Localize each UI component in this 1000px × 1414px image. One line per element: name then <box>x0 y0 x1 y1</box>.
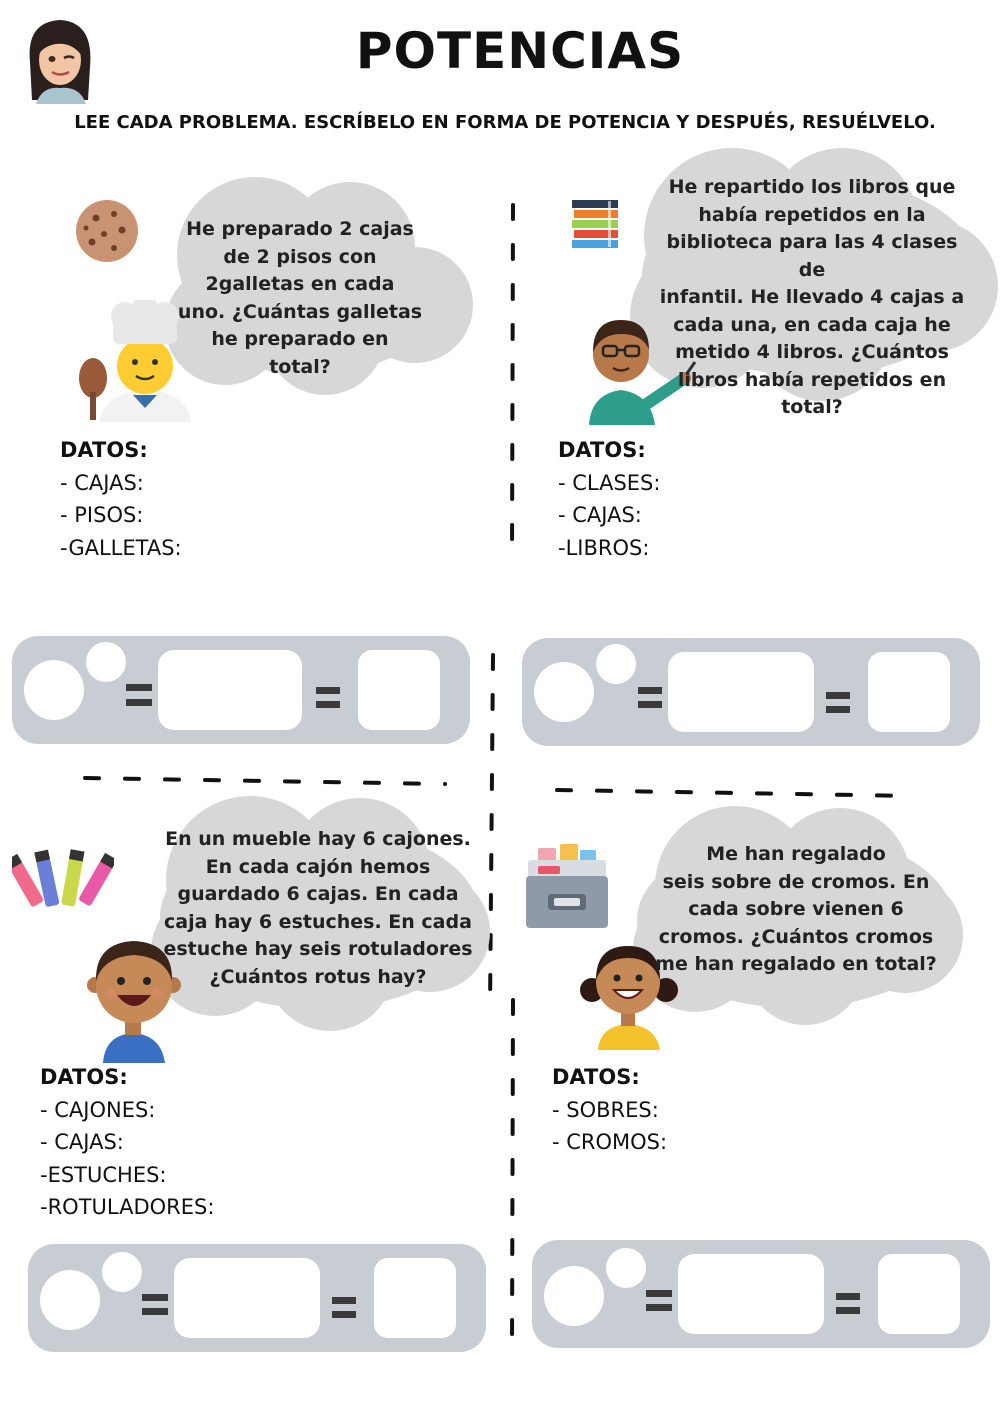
text-line: infantil. He llevado 4 cajas a <box>659 286 965 308</box>
text-line: uno. ¿Cuántas galletas <box>177 300 423 323</box>
problem-3-text <box>163 826 473 991</box>
text-line: biblioteca para las 4 clases de <box>666 231 958 281</box>
text-line: de 2 pisos con <box>223 245 377 268</box>
problem-2-text <box>656 174 968 422</box>
text-line: Me han regalado <box>706 843 886 865</box>
text-line: En cada cajón hemos <box>205 855 431 878</box>
datos-item: - CROMOS: <box>552 1130 668 1154</box>
datos-title: DATOS: <box>558 438 646 462</box>
text-line: total? <box>781 396 843 418</box>
datos-title: DATOS: <box>60 438 148 462</box>
answer-strip-1[interactable] <box>12 630 470 748</box>
datos-item: - CAJAS: <box>60 470 144 495</box>
datos-item: - CAJAS: <box>40 1130 124 1154</box>
text-line: He repartido los libros que <box>668 176 956 198</box>
text-line: caja hay 6 estuches. En cada <box>164 910 472 933</box>
card-box-icon <box>524 842 610 930</box>
problem-4-text <box>646 841 946 979</box>
text-line: metido 4 libros. ¿Cuántos <box>675 341 949 363</box>
text-line: seis sobre de cromos. En <box>662 870 930 893</box>
answer-strip-2[interactable] <box>522 632 980 750</box>
text-line: guardado 6 cajas. En cada <box>177 883 459 905</box>
datos-item: - CLASES: <box>558 470 661 495</box>
datos-item: -GALLETAS: <box>60 535 182 560</box>
datos-block-4 <box>552 1061 667 1159</box>
datos-item: -ESTUCHES: <box>40 1162 167 1187</box>
text-line: he preparado en <box>211 328 389 350</box>
text-line: cada una, en cada caja he <box>673 313 951 336</box>
text-line: cada sobre vienen 6 <box>688 898 904 920</box>
datos-item: -ROTULADORES: <box>40 1195 215 1219</box>
datos-block-1 <box>60 434 182 564</box>
datos-item: -LIBROS: <box>558 535 650 560</box>
text-line: había repetidos en la <box>698 203 926 226</box>
text-line: total? <box>269 355 331 378</box>
datos-title: DATOS: <box>40 1065 128 1089</box>
datos-block-2 <box>558 434 660 564</box>
markers-icon <box>12 848 114 920</box>
text-line: 2galletas en cada <box>205 273 395 295</box>
answer-strip-4[interactable] <box>532 1234 990 1352</box>
problem-1-text <box>175 216 425 381</box>
text-line: En un mueble hay 6 cajones. <box>165 828 471 850</box>
text-line: He preparado 2 cajas <box>186 218 414 240</box>
datos-item: - PISOS: <box>60 503 144 527</box>
instructions: LEE CADA PROBLEMA. ESCRÍBELO EN FORMA DE POTENCIA Y DESPUÉS, RESUÉLVELO. <box>74 112 936 133</box>
text-line: libros había repetidos en <box>677 368 947 391</box>
answer-strip-3[interactable] <box>28 1238 486 1356</box>
page-title: POTENCIAS <box>355 22 685 80</box>
datos-item: - SOBRES: <box>552 1097 659 1122</box>
datos-block-3 <box>40 1061 214 1224</box>
text-line: me han regalado en total? <box>655 953 937 975</box>
datos-item: - CAJONES: <box>40 1097 156 1122</box>
text-line: ¿Cuántos rotus hay? <box>209 965 427 988</box>
cookie-icon <box>74 198 140 264</box>
datos-title: DATOS: <box>552 1065 640 1089</box>
books-icon <box>570 198 622 256</box>
text-line: cromos. ¿Cuántos cromos <box>658 925 934 948</box>
datos-item: - CAJAS: <box>558 503 642 527</box>
text-line: estuche hay seis rotuladores <box>163 938 473 960</box>
